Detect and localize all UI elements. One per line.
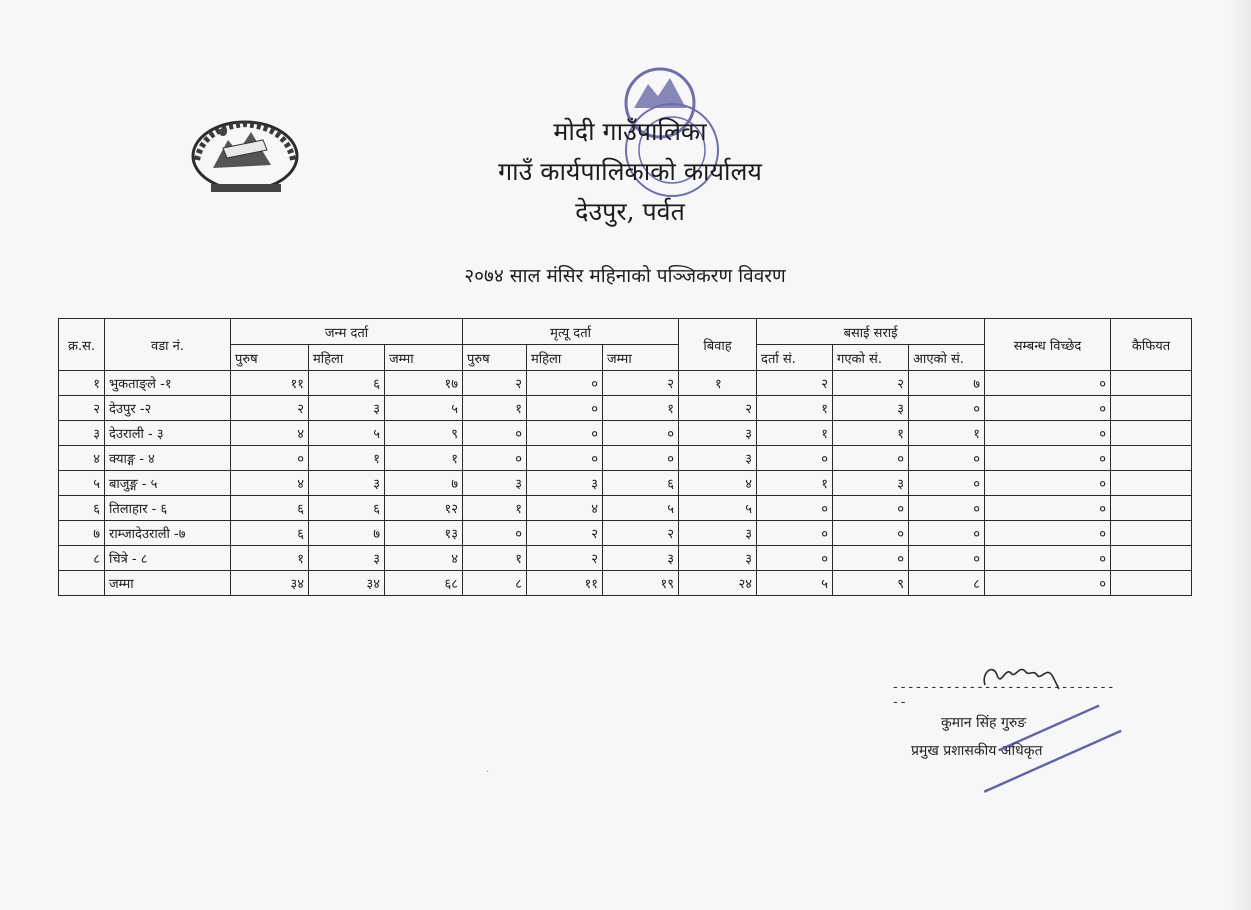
remarks-cell (1111, 396, 1192, 421)
death-female-count: ० (527, 371, 603, 396)
birth-total-count: ७ (385, 471, 463, 496)
death-total-count: १ (603, 396, 679, 421)
header-birth-total: जम्मा (385, 345, 463, 371)
death-total-count: ३ (603, 546, 679, 571)
remarks-cell (1111, 571, 1192, 596)
serial-number-empty (59, 571, 105, 596)
marriage-count: ३ (679, 546, 757, 571)
table-row (59, 396, 1192, 421)
serial-number: ६ (59, 496, 105, 521)
serial-number: २ (59, 396, 105, 421)
serial-number: ४ (59, 446, 105, 471)
death-male-count: ० (463, 421, 527, 446)
death-male-count: १ (463, 546, 527, 571)
birth-female-count: ७ (309, 521, 385, 546)
remarks-cell (1111, 371, 1192, 396)
total-death-female: ११ (527, 571, 603, 596)
header-death-registration: मृत्यू दर्ता (463, 319, 679, 345)
total-birth-total: ६८ (385, 571, 463, 596)
total-birth-male: ३४ (231, 571, 309, 596)
remarks-cell (1111, 546, 1192, 571)
birth-female-count: ६ (309, 371, 385, 396)
birth-female-count: ३ (309, 396, 385, 421)
remarks-cell (1111, 496, 1192, 521)
remarks-cell (1111, 421, 1192, 446)
death-male-count: १ (463, 496, 527, 521)
birth-total-count: १७ (385, 371, 463, 396)
header-divorce: सम्बन्ध विच्छेद (985, 319, 1111, 371)
total-migration-came: ८ (909, 571, 985, 596)
table-row (59, 446, 1192, 471)
marriage-count: २ (679, 396, 757, 421)
death-male-count: १ (463, 396, 527, 421)
birth-female-count: ६ (309, 496, 385, 521)
divorce-count: ० (985, 496, 1111, 521)
header-birth-registration: जन्म दर्ता (231, 319, 463, 345)
total-migration-registered: ५ (757, 571, 833, 596)
death-female-count: ३ (527, 471, 603, 496)
birth-total-count: १ (385, 446, 463, 471)
report-title: २०७४ साल मंसिर महिनाको पञ्जिकरण विवरण (464, 265, 786, 287)
total-label: जम्मा (105, 571, 231, 596)
table-row (59, 371, 1192, 396)
birth-male-count: ४ (231, 471, 309, 496)
divorce-count: ० (985, 421, 1111, 446)
divorce-count: ० (985, 396, 1111, 421)
paper-edge-shadow (1229, 0, 1251, 910)
divorce-count: ० (985, 521, 1111, 546)
table-row (59, 546, 1192, 571)
migration-gone-count: ३ (833, 396, 909, 421)
birth-male-count: ० (231, 446, 309, 471)
death-male-count: ० (463, 521, 527, 546)
total-migration-gone: ९ (833, 571, 909, 596)
migration-gone-count: १ (833, 421, 909, 446)
remarks-cell (1111, 471, 1192, 496)
death-female-count: ० (527, 446, 603, 471)
marriage-count: ३ (679, 421, 757, 446)
ward-name: क्याङ्ग - ४ (105, 446, 231, 471)
signatory-name: कुमान सिंह गुरुङ (941, 715, 1027, 731)
ward-name: तिलाहार - ६ (105, 496, 231, 521)
death-female-count: ० (527, 396, 603, 421)
migration-registered-count: ० (757, 446, 833, 471)
table-row (59, 496, 1192, 521)
total-marriage: २४ (679, 571, 757, 596)
serial-number: ३ (59, 421, 105, 446)
marriage-count: ४ (679, 471, 757, 496)
office-name: गाउँ कार्यपालिकाको कार्यालय (498, 157, 762, 186)
header-migration: बसाई सराई (757, 319, 985, 345)
header-row-groups (59, 319, 1192, 345)
migration-registered-count: १ (757, 421, 833, 446)
migration-came-count: ० (909, 496, 985, 521)
header-marriage: बिवाह (679, 319, 757, 371)
migration-registered-count: २ (757, 371, 833, 396)
death-female-count: ४ (527, 496, 603, 521)
migration-came-count: ० (909, 446, 985, 471)
ward-name: देउराली - ३ (105, 421, 231, 446)
total-death-total: १९ (603, 571, 679, 596)
birth-male-count: ४ (231, 421, 309, 446)
header-migration-gone: गएको सं. (833, 345, 909, 371)
total-divorce: ० (985, 571, 1111, 596)
municipality-emblem-logo (183, 110, 308, 200)
marriage-count: ३ (679, 521, 757, 546)
birth-male-count: २ (231, 396, 309, 421)
serial-number: ८ (59, 546, 105, 571)
serial-number: ५ (59, 471, 105, 496)
registration-table (58, 318, 1192, 596)
migration-gone-count: २ (833, 371, 909, 396)
birth-male-count: ६ (231, 496, 309, 521)
header-serial-number: क्र.स. (59, 319, 105, 371)
header-migration-came: आएको सं. (909, 345, 985, 371)
migration-registered-count: १ (757, 471, 833, 496)
header-death-total: जम्मा (603, 345, 679, 371)
birth-female-count: ३ (309, 471, 385, 496)
officer-name-stamp (950, 695, 1130, 795)
migration-came-count: ७ (909, 371, 985, 396)
remarks-cell (1111, 446, 1192, 471)
municipality-name: मोदी गाउँपालिका (553, 117, 707, 146)
migration-came-count: ० (909, 396, 985, 421)
migration-gone-count: ३ (833, 471, 909, 496)
death-female-count: २ (527, 521, 603, 546)
birth-female-count: १ (309, 446, 385, 471)
migration-came-count: ० (909, 546, 985, 571)
migration-gone-count: ० (833, 521, 909, 546)
death-male-count: ३ (463, 471, 527, 496)
signature-line: ------------------------------- (893, 680, 1117, 710)
serial-number: १ (59, 371, 105, 396)
table-row (59, 471, 1192, 496)
migration-registered-count: ० (757, 546, 833, 571)
header-death-female: महिला (527, 345, 603, 371)
divorce-count: ० (985, 471, 1111, 496)
birth-total-count: १२ (385, 496, 463, 521)
ward-name: बाजुङ्ग - ५ (105, 471, 231, 496)
migration-came-count: १ (909, 421, 985, 446)
scan-speck: · (486, 767, 490, 778)
birth-female-count: ३ (309, 546, 385, 571)
divorce-count: ० (985, 546, 1111, 571)
birth-total-count: ९ (385, 421, 463, 446)
header-death-male: पुरुष (463, 345, 527, 371)
birth-total-count: ४ (385, 546, 463, 571)
ward-name: राम्जादेउराली -७ (105, 521, 231, 546)
serial-number: ७ (59, 521, 105, 546)
office-location: देउपुर, पर्वत (575, 197, 685, 226)
marriage-count: ३ (679, 446, 757, 471)
migration-gone-count: ० (833, 496, 909, 521)
header-remarks: कैफियत (1111, 319, 1192, 371)
table-row (59, 521, 1192, 546)
death-female-count: २ (527, 546, 603, 571)
migration-gone-count: ० (833, 546, 909, 571)
header-birth-male: पुरुष (231, 345, 309, 371)
marriage-count: ५ (679, 496, 757, 521)
death-male-count: २ (463, 371, 527, 396)
divorce-count: ० (985, 446, 1111, 471)
total-death-male: ८ (463, 571, 527, 596)
ward-name: भुकताङ्ले -१ (105, 371, 231, 396)
migration-registered-count: १ (757, 396, 833, 421)
death-total-count: ० (603, 421, 679, 446)
death-male-count: ० (463, 446, 527, 471)
divorce-count: ० (985, 371, 1111, 396)
header-birth-female: महिला (309, 345, 385, 371)
ward-name: चित्रे - ८ (105, 546, 231, 571)
total-birth-female: ३४ (309, 571, 385, 596)
birth-male-count: ११ (231, 371, 309, 396)
signatory-designation: प्रमुख प्रशासकीय अधिकृत (911, 743, 1043, 759)
birth-total-count: ५ (385, 396, 463, 421)
death-female-count: ० (527, 421, 603, 446)
total-row (59, 571, 1192, 596)
table-row (59, 421, 1192, 446)
marriage-count: १ (679, 371, 757, 396)
office-header (380, 112, 880, 232)
birth-male-count: १ (231, 546, 309, 571)
migration-came-count: ० (909, 521, 985, 546)
migration-gone-count: ० (833, 446, 909, 471)
migration-came-count: ० (909, 471, 985, 496)
death-total-count: २ (603, 521, 679, 546)
death-total-count: २ (603, 371, 679, 396)
birth-male-count: ६ (231, 521, 309, 546)
death-total-count: ० (603, 446, 679, 471)
header-ward-number: वडा नं. (105, 319, 231, 371)
remarks-cell (1111, 521, 1192, 546)
ward-name: देउपुर -२ (105, 396, 231, 421)
migration-registered-count: ० (757, 521, 833, 546)
death-total-count: ६ (603, 471, 679, 496)
birth-female-count: ५ (309, 421, 385, 446)
birth-total-count: १३ (385, 521, 463, 546)
header-migration-registered: दर्ता सं. (757, 345, 833, 371)
death-total-count: ५ (603, 496, 679, 521)
migration-registered-count: ० (757, 496, 833, 521)
